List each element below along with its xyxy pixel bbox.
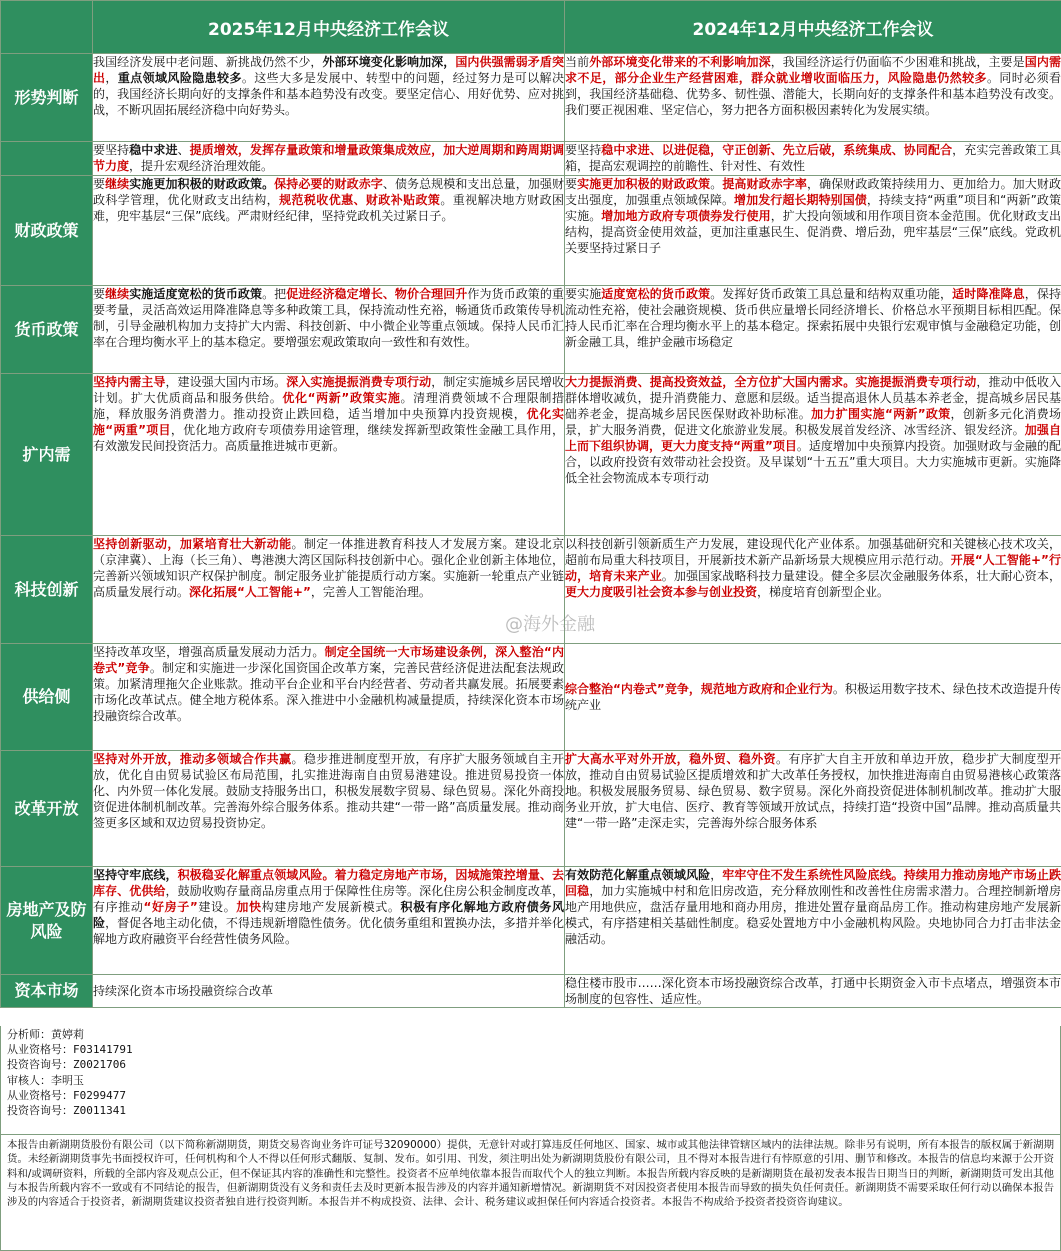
cell-2025 — [93, 142, 565, 176]
text-segment: 。适度增加中央预算内投资。加强财政与金融的配合，以政府投资有效带动社会投资。及早谋划“十五五”重大项目。大力实施城市更新。实施降低全社会物流成本专项行动 — [565, 439, 1061, 485]
text-segment: 深入实施提振消费专项行动 — [286, 375, 432, 389]
text-segment: 加强自上而下组织协调，更大力度支持“两重”项目 — [565, 423, 1061, 453]
text-segment: 加力扩围实施“两新”政策 — [811, 407, 951, 421]
text-segment: 、 — [177, 143, 190, 157]
text-segment: 我国经济发展中老问题、新挑战仍然不少， — [93, 55, 323, 69]
text-segment: ，持续支持“两重”项目和“两新”政策实施。 — [565, 193, 1061, 223]
text-segment: 稳中求进、以进促稳，守正创新、先立后破，系统集成、协同配合 — [601, 143, 953, 157]
cell-2024 — [565, 867, 1061, 975]
text-segment: 实施适度宽松的货币政策 — [129, 287, 263, 301]
cell-2024 — [565, 374, 1061, 536]
text-segment: ，推动中低收入群体增收减负，提升消费能力、意愿和层级。适当提高退休人员基本养老金，提高城乡居民基础养老金，提高城乡居民医保财政补助标准。 — [565, 375, 1061, 421]
text-segment: 增加发行超长期特别国债 — [734, 193, 867, 207]
table-row — [1, 54, 1061, 142]
table-row — [1, 751, 1061, 867]
cell-2024 — [565, 975, 1061, 1008]
cell-2025 — [93, 286, 565, 374]
text-segment: 实施更加积极的财政政策 — [577, 177, 711, 191]
text-segment: 优化“两新”政策实施 — [282, 391, 401, 405]
cell-2025 — [93, 867, 565, 975]
text-segment: 。这些大多是发展中、转型中的问题，经过努力是可以解决的，我国经济长期向好的支撑条件和基本趋势没有改变。要坚定信心、用好优势、应对挑战，不断巩固拓展经济稳中向好势头。 — [93, 71, 564, 117]
text-segment: 。加强国家战略科技力量建设。健全多层次金融服务体系，壮大耐心资本， — [661, 569, 1061, 583]
text-segment: 继续 — [105, 287, 130, 301]
text-segment: 深化拓展“人工智能+” — [189, 585, 311, 599]
text-segment: 。 — [710, 177, 723, 191]
header-2025: 2025年12月中央经济工作会议 — [93, 1, 565, 54]
text-segment: 规范税收优惠、财政补贴政策 — [279, 193, 441, 207]
text-segment: 外部环境变化影响加深， — [322, 55, 456, 69]
text-segment: 构建房地产发展新模式。 — [261, 900, 401, 914]
analyst-line: 从业资格号：F03141791 — [7, 1043, 133, 1057]
table-row — [1, 142, 1061, 176]
category-label: 形势判断 — [1, 54, 93, 142]
text-segment: 制定全国统一大市场建设条例，深入整治“内卷式”竞争 — [93, 645, 564, 675]
text-segment: 要坚持 — [565, 143, 602, 157]
text-segment: ，我国经济运行仍面临不少困难和挑战，主要是 — [770, 55, 1025, 69]
text-segment: 。重视解决地方财政困难，兜牢基层“三保”底线。严肃财经纪律，坚持党政机关过紧日子。 — [93, 193, 564, 223]
category-label: 科技创新 — [1, 536, 93, 644]
text-segment: 。稳步推进制度型开放，有序扩大服务领域自主开放，优化自由贸易试验区布局范围，扎实推进海南自由贸易港建设。推进贸易投资一体化、内外贸一体化发展。鼓励支持服务出口，积极发展数字贸易、绿色贸易。深化外商投资促进体制机制改革。完善海外综合服务体系。推动共建“一带一路”高质量发展。推动商签更多区域和双边贸易投资协定。 — [93, 752, 564, 830]
cell-2025 — [93, 751, 565, 867]
text-segment: 。发挥好货币政策工具总量和结构双重功能， — [710, 287, 953, 301]
text-segment: 实施更加积极的财政政策。 — [129, 177, 275, 191]
text-segment: ，确保财政政策持续用力、更加给力。加大财政支出强度，加强重点领域保障。 — [565, 177, 1061, 207]
header-row — [1, 1, 1061, 54]
category-label: 资本市场 — [1, 975, 93, 1008]
header-2024: 2024年12月中央经济工作会议 — [565, 1, 1061, 54]
text-segment: 提质增效，发挥存量政策和增量政策集成效应，加大逆周期和跨周期调节力度 — [93, 143, 564, 173]
header-corner — [1, 1, 93, 54]
text-segment: ， — [105, 71, 118, 85]
text-segment: 坚持守牢底线， — [93, 868, 178, 882]
text-segment: 要坚持 — [93, 143, 130, 157]
analyst-line: 投资咨询号：Z0021706 — [7, 1058, 126, 1072]
cell-2025 — [93, 975, 565, 1008]
category-label: 货币政策 — [1, 286, 93, 374]
text-segment: 有效防范化解重点领域风险 — [565, 868, 711, 882]
text-segment: ，梯度培育创新型企业。 — [757, 585, 890, 599]
text-segment: 。制定一体推进教育科技人才发展方案。建设北京（京津冀）、上海（长三角）、粤港澳大湾区国际科技创新中心。强化企业创新主体地位，完善新兴领域知识产权保护制度。制定服务业扩能提质行动方案。实施新一轮重点产业链高质量发展行动。 — [93, 537, 564, 599]
cell-2024 — [565, 286, 1061, 374]
text-segment: ，提升宏观经济治理效能。 — [129, 159, 274, 173]
cell-2024 — [565, 176, 1061, 286]
text-segment: 大力提振消费、提高投资效益，全方位扩大国内需求。实施提振消费专项行动 — [565, 375, 977, 389]
text-segment: 。积极运用数字技术、绿色技术改造提升传统产业 — [565, 682, 1061, 712]
text-segment: ， — [710, 868, 723, 882]
table-row — [1, 286, 1061, 374]
text-segment: ，优化地方政府专项债券用途管理，继续发挥新型政策性金融工具作用，有效激发民间投资活力。高质量推进城市更新。 — [93, 423, 564, 453]
text-segment: 持续深化资本市场投融资综合改革 — [93, 984, 274, 998]
text-segment: 坚持改革攻坚，增强高质量发展动力活力。 — [93, 645, 325, 659]
text-segment: 更大力度吸引社会资本参与创业投资 — [565, 585, 758, 599]
text-segment: 外部环境变化带来的不利影响加深 — [589, 55, 771, 69]
text-segment: 坚持内需主导 — [93, 375, 166, 389]
text-segment: 坚持创新驱动，加紧培育壮大新动能 — [93, 537, 292, 551]
text-segment: ，建设强大国内市场。 — [165, 375, 287, 389]
text-segment: ，加力实施城中村和危旧房改造，充分释放刚性和改善性住房需求潜力。合理控制新增房地产用地供应，盘活存量用地和商办用房，推进处置存量商品房工作。推动构建房地产发展新模式，有序搭建相关基础性制度。稳妥处置地方中小金融机构风险。央地协同合力打击非法金融活动。 — [565, 884, 1061, 946]
text-segment: ，完善人工智能治理。 — [310, 585, 431, 599]
text-segment: 加快 — [236, 900, 262, 914]
text-segment: ，鼓励收购存量商品房重点用于保障性住房等。深化住房公积金制度改革，有序推动 — [93, 884, 564, 914]
cell-2024 — [565, 54, 1061, 142]
text-segment: 。同时必须看到，我国经济基础稳、优势多、韧性强、潜能大，长期向好的支撑条件和基本趋势没有改变。我们要正视困难、坚定信心，努力把各方面积极因素转化为发展实绩。 — [565, 71, 1061, 117]
text-segment: ，充实完善政策工具箱，提高宏观调控的前瞻性、针对性、有效性 — [565, 143, 1061, 173]
text-segment: ，制定实施城乡居民增收计划。扩大优质商品和服务供给。 — [93, 375, 564, 405]
table-row — [1, 867, 1061, 975]
text-segment: ，创新多元化消费场景，扩大服务消费，促进文化旅游业发展。积极发展首发经济、冰雪经济、银发经济。 — [565, 407, 1061, 437]
cell-2024 — [565, 142, 1061, 176]
text-segment: 以科技创新引领新质生产力发展，建设现代化产业体系。加强基础研究和关键核心技术攻关，超前布局重大科技项目，开展新技术新产品新场景大规模应用示范行动。 — [565, 537, 1061, 567]
text-segment: 作为货币政策的重要考量，灵活高效运用降准降息等多种政策工具，保持流动性充裕，畅通货币政策传导机制，引导金融机构加力支持扩大内需、科技创新、中小微企业等重点领域。保持人民币汇率在合理均衡水平上的基本稳定。要增强宏观政策取向一致性和有效性。 — [93, 287, 564, 349]
text-segment: 。制定和实施进一步深化国资国企改革方案，完善民营经济促进法配套法规政策。加紧清理拖欠企业账款。推动平台企业和平台内经营者、劳动者共赢发展。拓展要素市场化改革试点。健全地方税体系。深入推进中小金融机构减量提质，持续深化资本市场投融资综合改革。 — [93, 661, 564, 723]
category-label: 财政政策 — [1, 176, 93, 286]
text-segment: ，督促各地主动化债，不得违规新增隐性债务。优化债务重组和置换办法，多措并举化解地方政府融资平台经营性债务风险。 — [93, 916, 564, 946]
text-segment: 重点领域风险隐患较多 — [117, 71, 242, 85]
analyst-line: 投资咨询号：Z0011341 — [7, 1104, 126, 1118]
category-label: 供给侧 — [1, 644, 93, 751]
text-segment: 要 — [93, 177, 106, 191]
cell-2024 — [565, 751, 1061, 867]
text-segment: 、债务总规模和支出总量，加强财政科学管理，优化财政支出结构， — [93, 177, 564, 207]
cell-2025 — [93, 54, 565, 142]
analyst-line: 审核人：李明玉 — [7, 1073, 84, 1087]
table-row — [1, 374, 1061, 536]
text-segment: 积极稳妥化解重点领域风险。着力稳定房地产市场，因城施策控增量、去库存、优供给 — [93, 868, 564, 898]
watermark: @海外金融 — [505, 614, 595, 635]
cell-2024 — [565, 644, 1061, 751]
text-segment: ，扩大投向领域和用作项目资本金范围。优化财政支出结构，提高资金使用效益，更加注重惠民生、促消费、增后劲，兜牢基层“三保”底线。党政机关要坚持过紧日子 — [565, 209, 1061, 255]
text-segment: 积极有序化解地方政府债务风险 — [93, 900, 564, 930]
text-segment: 国内需求不足，部分企业生产经营困难，群众就业增收面临压力，风险隐患仍然较多 — [565, 55, 1061, 85]
text-segment: 要实施 — [565, 287, 602, 301]
text-segment: 优化实施“两重”项目 — [93, 407, 564, 437]
cell-2025 — [93, 644, 565, 751]
text-segment: 国内供强需弱矛盾突出 — [93, 55, 564, 85]
table-row — [1, 176, 1061, 286]
text-segment: 要 — [93, 287, 106, 301]
text-segment: 当前 — [565, 55, 590, 69]
text-segment: 。把 — [262, 287, 287, 301]
text-segment: 继续 — [105, 177, 130, 191]
text-segment: 。清理消费领域不合理限制措施，释放服务消费潜力。推动投资止跌回稳，适当增加中央预算内投资规模， — [93, 391, 564, 421]
cell-2025 — [93, 536, 565, 644]
text-segment: 开展“人工智能+”行动，培育未来产业 — [565, 553, 1061, 583]
text-segment: 综合整治“内卷式”竞争，规范地方政府和企业行为 — [565, 682, 833, 696]
text-segment: 稳中求进 — [129, 143, 178, 157]
category-label: 房地产及防风险 — [1, 867, 93, 975]
cell-2025 — [93, 176, 565, 286]
text-segment: 促进经济稳定增长、物价合理回升 — [286, 287, 468, 301]
text-segment: 要 — [565, 177, 578, 191]
text-segment: 扩大高水平对外开放，稳外贸、稳外资 — [565, 752, 776, 766]
analyst-info — [0, 1026, 1061, 1134]
disclaimer: 本报告由新湖期货股份有限公司（以下简称新湖期货，期货交易咨询业务许可证号32090000）提供，无意针对或打算违反任何地区、国家、城市或其他法律管辖区域内的法律法规。除非另有说明，所有本报告的版权属于新湖期货。未经新湖期货事先书面授权许可，任何机构和个人不得以任何形式翻版、复制、发布。如引用、刊发，须注明出处为新湖期货股份有限公司，且不得对本报告进行有悖原意的引用、删节和修改。本报告的信息均来源于公开资料和/或调研资料，所载的全部内容及观点公正，但不保证其内容的准确性和完整性。投资者不应单纯依靠本报告而取代个人的独立判断。本报告所载内容反映的是新湖期货在最初发表本报告日期当日的判断，新湖期货可发出其他与本报告所载内容不一致或有不同结论的报告，但新湖期货没有义务和责任去及时更新本报告涉及的内容并通知新增情况。新湖期货不对因投资者使用本报告而导致的损失负任何责任。新湖期货不需要采取任何行动以确保本报告涉及的内容适合于投资者，新湖期货建议投资者独自进行投资判断。本报告并不构成投资、法律、会计、税务建议或担保任何内容适合投资者。本报告不构成给予投资者投资咨询建议。 — [0, 1134, 1061, 1251]
table-row — [1, 644, 1061, 751]
text-segment: 稳住楼市股市……深化资本市场投融资综合改革，打通中长期资金入市卡点堵点，增强资本市场制度的包容性、适应性。 — [565, 976, 1061, 1006]
text-segment: 适时降准降息 — [952, 287, 1025, 301]
text-segment: 增加地方政府专项债券发行使用 — [601, 209, 771, 223]
text-segment: 建设。 — [197, 900, 237, 914]
table-row — [1, 975, 1061, 1008]
category-label — [1, 142, 93, 176]
text-segment: “好房子” — [143, 900, 198, 914]
category-label: 扩内需 — [1, 374, 93, 536]
text-segment: 。有序扩大自主开放和单边开放，稳步扩大制度型开放，推动自由贸易试验区提质增效和扩大改革任务授权，加快推进海南自由贸易港核心政策落地。积极发展服务贸易、绿色贸易、数字贸易。深化外商投资促进体制机制改革。推动扩大服务业开放，扩大电信、医疗、教育等领域开放试点，持续打造“投资中国”品牌。推动高质量共建“一带一路”走深走实，完善海外综合服务体系 — [565, 752, 1061, 830]
text-segment: 适度宽松的货币政策 — [601, 287, 711, 301]
text-segment: 牢牢守住不发生系统性风险底线。持续用力推动房地产市场止跌回稳 — [565, 868, 1061, 898]
category-label: 改革开放 — [1, 751, 93, 867]
cell-2024 — [565, 536, 1061, 644]
cell-2025 — [93, 374, 565, 536]
text-segment: 保持必要的财政赤字 — [274, 177, 383, 191]
text-segment: ，保持流动性充裕，使社会融资规模、货币供应量增长同经济增长、价格总水平预期目标相匹配。保持人民币汇率在合理均衡水平上的基本稳定。探索拓展中央银行宏观审慎与金融稳定功能，创新金融工具，维护金融市场稳定 — [565, 287, 1061, 349]
analyst-line: 从业资格号：F0299477 — [7, 1088, 126, 1102]
text-segment: 提高财政赤字率 — [722, 177, 807, 191]
analyst-line: 分析师：黄婷莉 — [7, 1028, 84, 1041]
text-segment: 坚持对外开放，推动多领域合作共赢 — [93, 752, 292, 766]
